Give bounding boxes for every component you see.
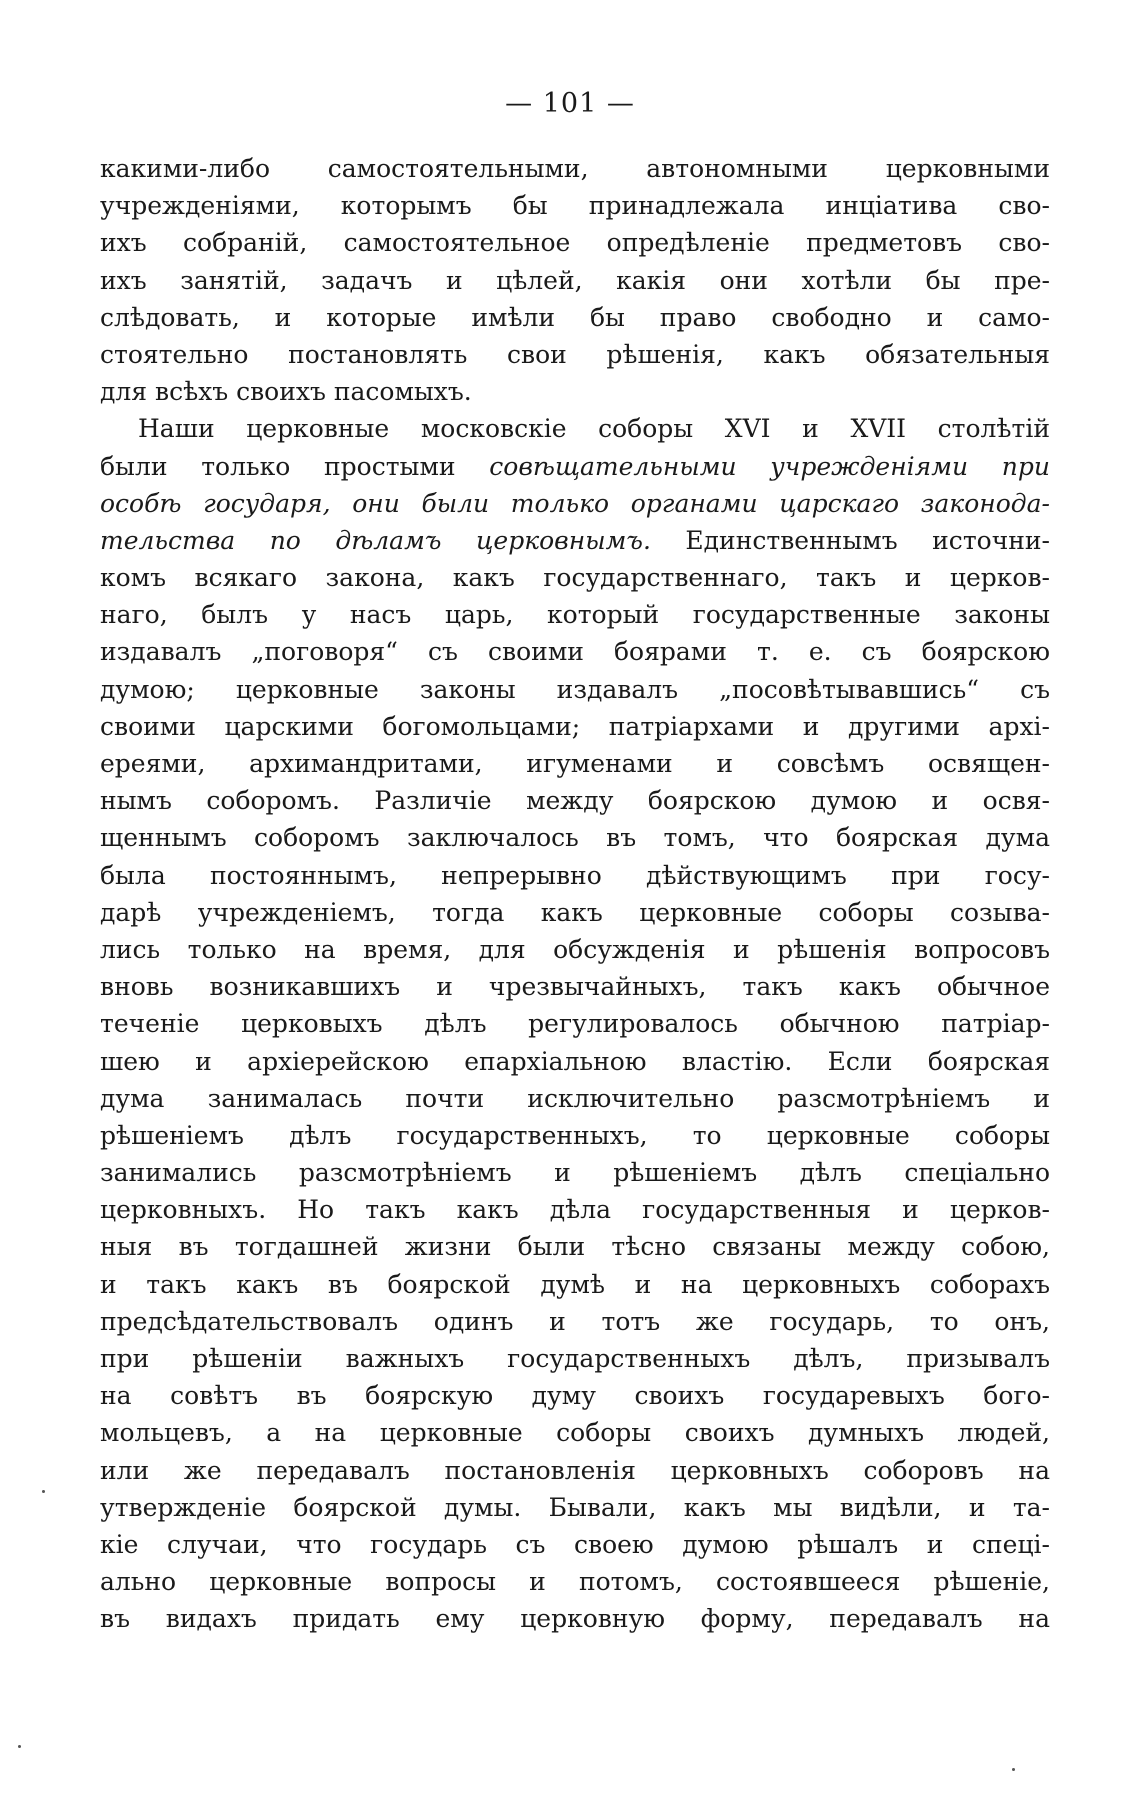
- text-line: нымъ соборомъ. Различіе между боярскою думою и освя-: [100, 786, 1050, 816]
- text-line: наго, былъ у насъ царь, который государственные законы: [100, 600, 1050, 630]
- text-line: ереями, архимандритами, игуменами и совсѣмъ освящен-: [100, 749, 1050, 778]
- text-line: ально церковные вопросы и потомъ, состоявшееся рѣшеніе,: [100, 1567, 1050, 1597]
- italic-text-line: особѣ государя, они были только органами царскаго законода-: [100, 488, 1050, 518]
- text-line: стоятельно постановлять свои рѣшенія, какъ обязательныя: [100, 339, 1050, 369]
- paragraph: [100, 150, 1050, 410]
- text-line: въ видахъ придать ему церковную форму, передавалъ на: [100, 1604, 1050, 1634]
- text-line: [100, 448, 1050, 485]
- text-line: предсѣдательствовалъ одинъ и тотъ же государь, то онъ,: [100, 1306, 1050, 1336]
- text-line: рѣшеніемъ дѣлъ государственныхъ, то церковные соборы: [100, 1120, 1050, 1150]
- text-line: шею и архіерейскою епархіальною властію. Если боярская: [100, 1046, 1050, 1076]
- text-run: Единственнымъ источни-: [650, 525, 1050, 555]
- text-line: издавалъ „поговоря“ съ своими боярами т. е. съ боярскою: [100, 637, 1050, 667]
- paragraph: [100, 410, 1050, 1637]
- text-run: были только простыми: [100, 451, 490, 481]
- page-number: — 101 —: [505, 88, 635, 119]
- italic-text-run: совѣщательными учрежденіями при: [489, 451, 1050, 481]
- text-line: церковныхъ. Но такъ какъ дѣла государственныя и церков-: [100, 1195, 1050, 1225]
- text-line: кіе случаи, что государь съ своею думою рѣшалъ и спеці-: [100, 1529, 1050, 1559]
- text-line: щеннымъ соборомъ заключалось въ томъ, что боярская дума: [100, 823, 1050, 853]
- print-speck: [1012, 1768, 1015, 1771]
- text-line: слѣдовать, и которые имѣли бы право свободно и само-: [100, 302, 1050, 332]
- text-line: дума занималась почти исключительно разсмотрѣніемъ и: [100, 1083, 1050, 1113]
- text-line: комъ всякаго закона, какъ государственнаго, такъ и церков-: [100, 563, 1050, 593]
- text-line: ныя въ тогдашней жизни были тѣсно связаны между собою,: [100, 1232, 1050, 1262]
- text-line: теченіе церковыхъ дѣлъ регулировалось обычною патріар-: [100, 1009, 1050, 1039]
- text-line: думою; церковные законы издавалъ „посовѣтывавшись“ съ: [100, 674, 1050, 704]
- text-line: ихъ занятій, задачъ и цѣлей, какія они хотѣли бы пре-: [100, 265, 1050, 295]
- text-line: своими царскими богомольцами; патріархами и другими архі-: [100, 711, 1050, 741]
- print-speck: [42, 1490, 45, 1493]
- text-line: Наши церковные московскіе соборы XVI и XVII столѣтій: [138, 414, 1050, 444]
- text-line: вновь возникавшихъ и чрезвычайныхъ, такъ какъ обычное: [100, 972, 1050, 1002]
- text-line: лись только на время, для обсужденія и рѣшенія вопросовъ: [100, 934, 1050, 964]
- text-line: утвержденіе боярской думы. Бывали, какъ мы видѣли, и та-: [100, 1492, 1050, 1522]
- text-line: и такъ какъ въ боярской думѣ и на церковныхъ соборахъ: [100, 1269, 1050, 1299]
- print-speck: [18, 1745, 21, 1748]
- text-line: для всѣхъ своихъ пасомыхъ.: [100, 377, 472, 407]
- text-line: или же передавалъ постановленія церковныхъ соборовъ на: [100, 1455, 1050, 1485]
- text-line: учрежденіями, которымъ бы принадлежала инціатива сво-: [100, 191, 1050, 221]
- text-line: какими-либо самостоятельными, автономными церковными: [100, 154, 1050, 183]
- text-line: занимались разсмотрѣніемъ и рѣшеніемъ дѣлъ спеціально: [100, 1158, 1050, 1188]
- text-line: была постояннымъ, непрерывно дѣйствующимъ при госу-: [100, 860, 1050, 890]
- text-line: [100, 522, 1050, 559]
- text-line: дарѣ учрежденіемъ, тогда какъ церковные соборы созыва-: [100, 897, 1050, 927]
- text-line: ихъ собраній, самостоятельное опредѣленіе предметовъ сво-: [100, 228, 1050, 258]
- text-line: при рѣшеніи важныхъ государственныхъ дѣлъ, призывалъ: [100, 1344, 1050, 1373]
- italic-text-run: тельства по дѣламъ церковнымъ.: [100, 525, 651, 555]
- text-line: на совѣтъ въ боярскую думу своихъ государевыхъ бого-: [100, 1381, 1050, 1411]
- body-text: [100, 150, 1050, 1638]
- text-line: мольцевъ, а на церковные соборы своихъ думныхъ людей,: [100, 1418, 1050, 1448]
